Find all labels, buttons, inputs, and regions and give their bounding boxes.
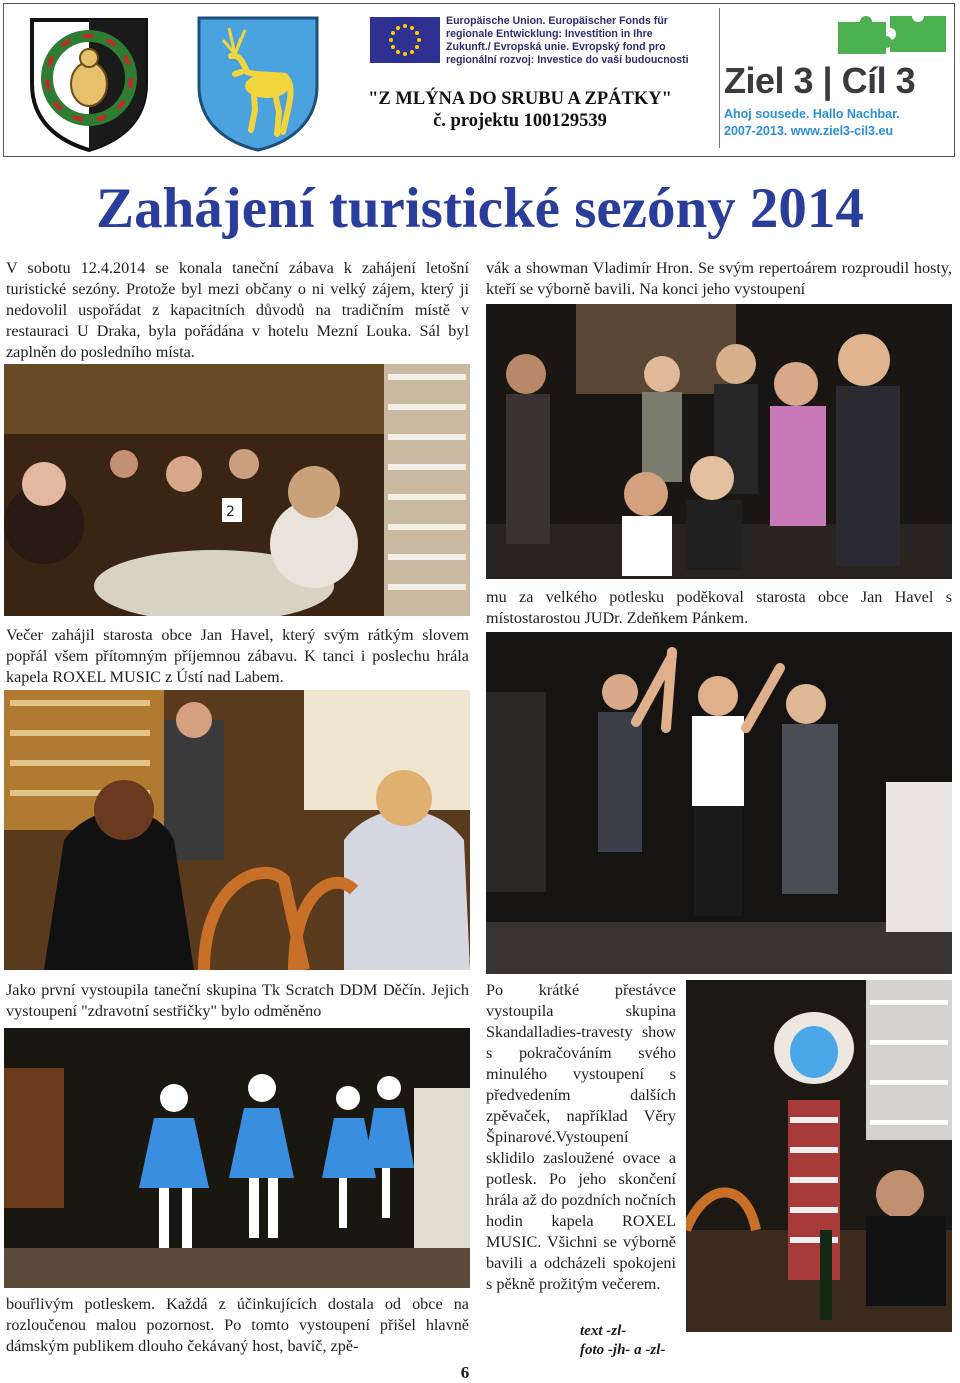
- photo-travesty-singer: [686, 980, 952, 1332]
- eu-line: regionální rozvoj: Investice do vaší budoucnosti: [446, 54, 689, 66]
- eu-flag-icon: [370, 17, 440, 63]
- credit-text: text -zl-: [580, 1323, 627, 1339]
- ziel-slogan: Ahoj sousede. Hallo Nachbar.: [724, 107, 900, 121]
- photo-stage-bow: [486, 632, 952, 974]
- paragraph-dance-group: Jako první vystoupila taneční skupina Tk Scratch DDM Děčín. Jejich vystoupení "zdravotní sestřičky" bylo odměněno: [6, 981, 469, 1020]
- eu-line: Zukunft./ Evropská unie. Evropský fond pro: [446, 41, 666, 53]
- credit-photo: foto -jh- a -zl-: [580, 1342, 666, 1358]
- coat-of-arms-icon: [26, 14, 152, 154]
- page-number: 6: [460, 1363, 470, 1382]
- paragraph-showman: vák a showman Vladimír Hron. Se svým repertoárem rozproudil hosty, kteří se výborně bavili. Na konci jeho vystoupení: [486, 259, 952, 298]
- header-divider: [719, 8, 720, 148]
- ziel-title: Ziel 3 | Cíl 3: [724, 60, 916, 101]
- paragraph-applause: bouřlivým potleskem. Každá z účinkujících dostala od obce na rozloučenou malou pozornost. Po tomto vystoupení přišel hlavně dámským publikem dlouho čekávaný host, bavič, zpě-: [6, 1295, 469, 1355]
- project-name: [330, 88, 710, 132]
- paragraph-opening: Večer zahájil starosta obce Jan Havel, který svým rátkým slovem popřál všem přítomným příjemnou zábavu. K tanci i poslechu hrála kapela ROXEL MUSIC z Ústí nad Labem.: [6, 626, 469, 686]
- photo-dance-nurses: [4, 1028, 470, 1288]
- project-number: č. projektu 100129539: [433, 111, 607, 131]
- paragraph-travesty-show: Po krátké přestávce vystoupila skupina Skandalladies-travesty show s pokračováním svého minulého vystoupení s předvedením dalších zpěvaček, například Věry Špinarové.Vystoupení sklidilo zasloužené ovace a potlesk. Po jeho skončení hrála až do pozdních nočních hodin kapela ROXEL MUSIC. Všichni se výborně bavili a odcházeli spokojeni s pěkně prožitým večerem.: [486, 981, 676, 1293]
- photo-showman-crowd: [486, 304, 952, 579]
- page-title: Zahájení turistické sezóny 2014: [96, 177, 864, 240]
- deer-coat-of-arms-icon: [195, 14, 321, 152]
- eu-funding-text: [446, 15, 714, 67]
- paragraph-intro: V sobotu 12.4.2014 se konala taneční zábava k zahájení letošní turistické sezóny. Protože byl mezi občany o ni velký zájem, který ji nedovolil uspořádat z kapacitních důvodů na tradičním místě v restauraci U Draka, byla pořádána v hotelu Mezní Louka. Sál byl zaplněn do posledního místa.: [6, 259, 469, 361]
- puzzle-logo-icon: [836, 12, 952, 56]
- photo-dance-hall: [4, 364, 470, 616]
- ziel-website: 2007-2013. www.ziel3-cil3.eu: [724, 124, 894, 138]
- eu-line: regionale Entwicklung: Investition in Ihre: [446, 28, 653, 40]
- paragraph-thanks: mu za velkého potlesku poděkoval starosta obce Jan Havel s místostarostou JUDr. Zdeňkem Pánkem.: [486, 588, 952, 627]
- eu-line: Europäische Union. Europäischer Fonds für: [446, 15, 668, 27]
- photo-mayor-speech: [4, 690, 470, 970]
- project-title: "Z MLÝNA DO SRUBU A ZPÁTKY": [368, 89, 672, 109]
- table-number: 2: [226, 504, 235, 520]
